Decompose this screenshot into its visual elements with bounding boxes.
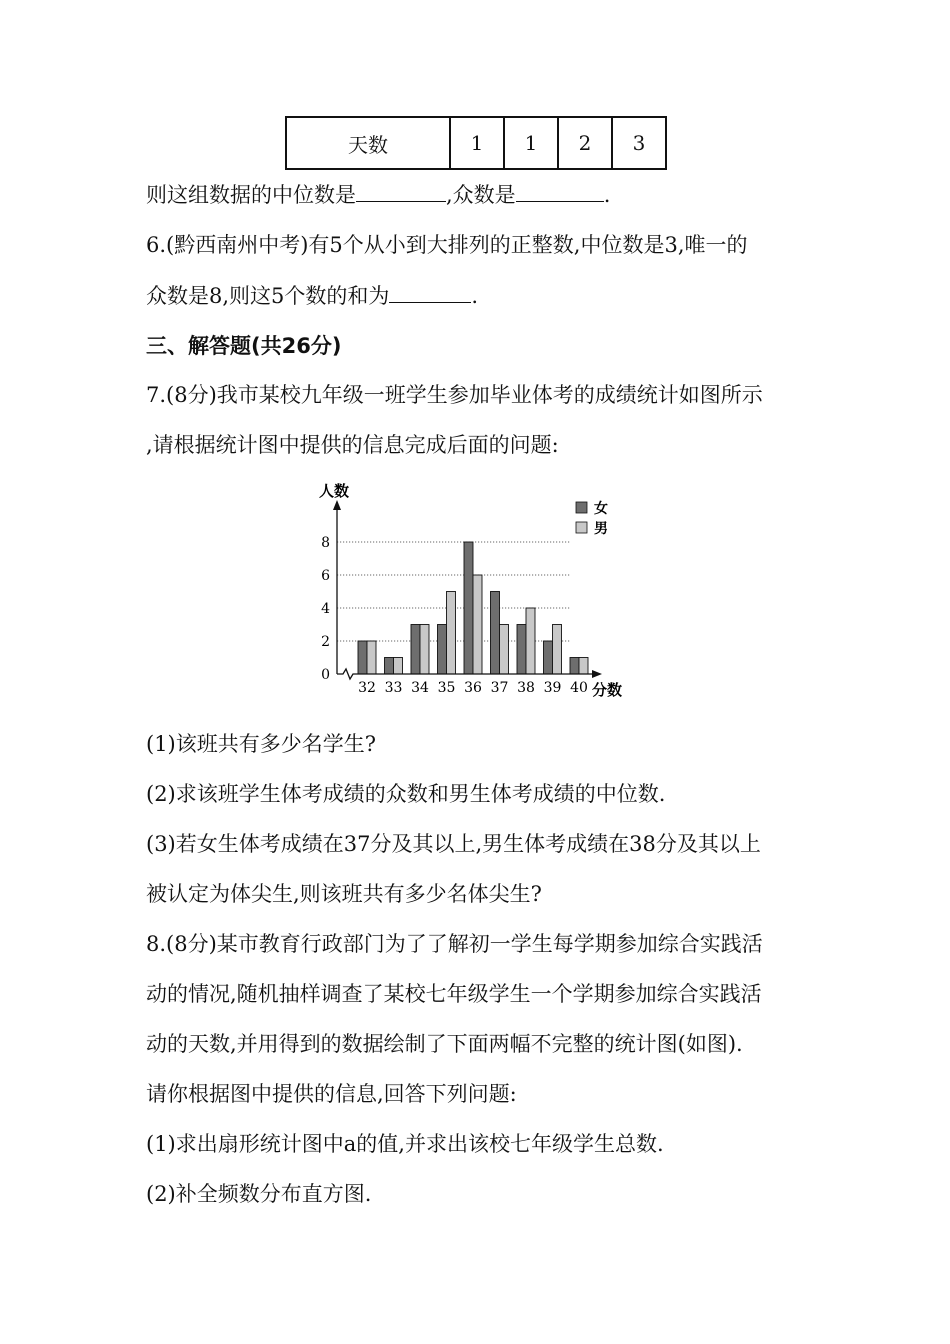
bar-female-34 bbox=[411, 625, 420, 675]
x-tick-label: 32 bbox=[358, 680, 376, 696]
bar-male-40 bbox=[579, 658, 588, 675]
x-tick-label: 37 bbox=[490, 680, 509, 696]
bar-female-36 bbox=[464, 542, 473, 674]
bar-male-34 bbox=[420, 625, 429, 675]
q7-sub-1: (1)该班共有多少名学生? bbox=[146, 732, 377, 756]
q8-line-3: 动的天数,并用得到的数据绘制了下面两幅不完整的统计图(如图). bbox=[146, 1032, 743, 1056]
x-tick-label: 33 bbox=[384, 680, 403, 696]
x-tick-label: 40 bbox=[570, 680, 588, 696]
q7-line-2: ,请根据统计图中提供的信息完成后面的问题: bbox=[146, 433, 559, 457]
period: . bbox=[471, 284, 479, 308]
days-table bbox=[285, 116, 667, 170]
bar-male-33 bbox=[394, 658, 403, 675]
period: . bbox=[603, 183, 611, 207]
legend-swatch-male bbox=[576, 522, 587, 533]
x-tick-label: 35 bbox=[437, 680, 456, 696]
bar-male-37 bbox=[500, 625, 509, 675]
q6-text: 众数是8,则这5个数的和为 bbox=[146, 284, 390, 308]
y-axis-arrow bbox=[333, 500, 341, 510]
x-axis-label: 分数 bbox=[592, 681, 623, 699]
table-header: 天数 bbox=[286, 117, 450, 169]
q6-line-1: 6.(黔西南州中考)有5个从小到大排列的正整数,中位数是3,唯一的 bbox=[146, 233, 748, 257]
q5-text-median: 则这组数据的中位数是 bbox=[146, 183, 356, 207]
q5-answer-line bbox=[146, 181, 610, 209]
q8-line-1: 8.(8分)某市教育行政部门为了了解初一学生每学期参加综合实践活 bbox=[146, 932, 763, 956]
q7-sub-2: (2)求该班学生体考成绩的众数和男生体考成绩的中位数. bbox=[146, 782, 666, 806]
bar-female-37 bbox=[491, 592, 500, 675]
y-tick-label: 8 bbox=[321, 535, 330, 551]
q7-line-1: 7.(8分)我市某校九年级一班学生参加毕业体考的成绩统计如图所示 bbox=[146, 383, 763, 407]
bar-male-39 bbox=[553, 625, 562, 675]
y-tick-labels bbox=[321, 535, 330, 683]
x-tick-labels bbox=[358, 680, 588, 696]
x-tick-label: 34 bbox=[411, 680, 429, 696]
y-axis-label: 人数 bbox=[319, 482, 350, 500]
q8-sub-1: (1)求出扇形统计图中a的值,并求出该校七年级学生总数. bbox=[146, 1132, 664, 1156]
bar-female-35 bbox=[438, 625, 447, 675]
answer-blank[interactable] bbox=[356, 183, 446, 202]
bar-male-35 bbox=[447, 592, 456, 675]
q8-sub-2: (2)补全频数分布直方图. bbox=[146, 1182, 372, 1206]
bar-female-39 bbox=[544, 641, 553, 674]
q8-line-2: 动的情况,随机抽样调查了某校七年级学生一个学期参加综合实践活 bbox=[146, 982, 762, 1006]
bar-female-38 bbox=[517, 625, 526, 675]
y-tick-label: 2 bbox=[321, 634, 330, 650]
legend-swatch-female bbox=[576, 502, 587, 513]
y-tick-label: 4 bbox=[321, 601, 330, 617]
y-tick-label: 0 bbox=[321, 667, 330, 683]
table-cell: 3 bbox=[612, 117, 666, 169]
bar-male-38 bbox=[526, 608, 535, 674]
q8-line-4: 请你根据图中提供的信息,回答下列问题: bbox=[146, 1082, 517, 1106]
y-tick-label: 6 bbox=[321, 568, 330, 584]
legend-label-female: 女 bbox=[594, 501, 608, 517]
q5-text-mode: ,众数是 bbox=[446, 183, 516, 207]
x-axis-arrow bbox=[592, 670, 602, 678]
bar-male-32 bbox=[367, 641, 376, 674]
legend bbox=[576, 500, 608, 537]
bar-male-36 bbox=[473, 575, 482, 674]
q6-line-2 bbox=[146, 282, 478, 310]
bar-female-33 bbox=[385, 658, 394, 675]
table-cell: 1 bbox=[450, 117, 504, 169]
bar-female-40 bbox=[570, 658, 579, 675]
q7-sub-3-line-1: (3)若女生体考成绩在37分及其以上,男生体考成绩在38分及其以上 bbox=[146, 832, 761, 856]
table-cell: 1 bbox=[504, 117, 558, 169]
q7-sub-3-line-2: 被认定为体尖生,则该班共有多少名体尖生? bbox=[146, 882, 542, 906]
x-tick-label: 36 bbox=[464, 680, 482, 696]
bar-female-32 bbox=[358, 641, 367, 674]
x-tick-label: 38 bbox=[517, 680, 535, 696]
legend-label-male: 男 bbox=[594, 521, 608, 537]
table-cell: 2 bbox=[558, 117, 612, 169]
score-bar-chart bbox=[310, 476, 640, 701]
answer-blank[interactable] bbox=[516, 183, 604, 202]
answer-blank[interactable] bbox=[389, 284, 471, 303]
x-tick-label: 39 bbox=[543, 680, 562, 696]
section-heading: 三、解答题(共26分) bbox=[146, 334, 342, 358]
